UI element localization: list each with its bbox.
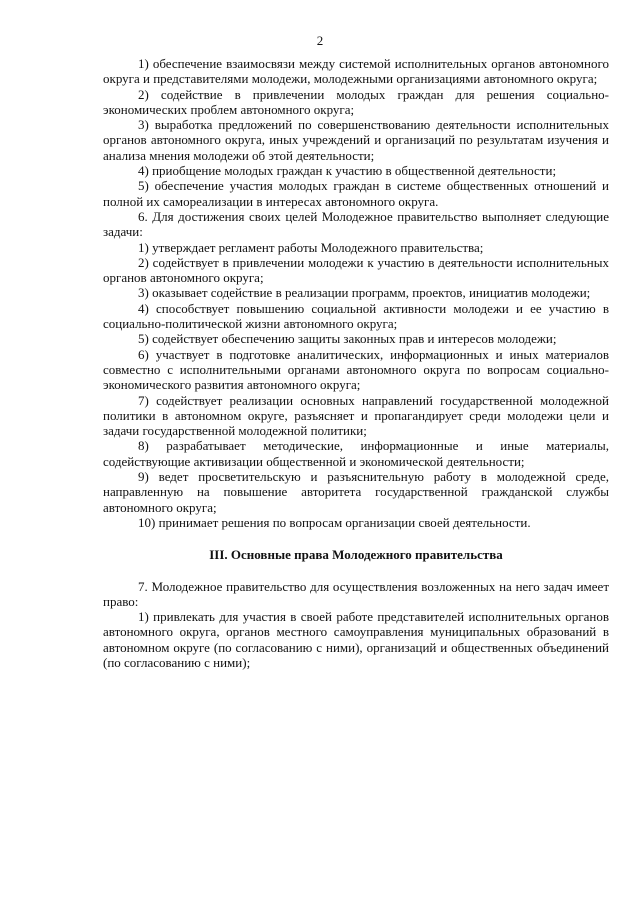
document-body — [103, 56, 609, 670]
paragraph-goal-4: 4) приобщение молодых граждан к участию в общественной деятельности; — [138, 163, 557, 179]
paragraph-goal-1: 1) обеспечение взаимосвязи между системой исполнительных органов автономного округа и представителями молодежи, молодежными организациями автономного округа; — [103, 56, 609, 87]
paragraph-task-4: 4) способствует повышению социальной активности молодежи и ее участию в социально-политической жизни автономного округа; — [103, 300, 609, 332]
paragraph-task-10: 10) принимает решения по вопросам организации своей деятельности. — [138, 514, 531, 530]
paragraph-task-3: 3) оказывает содействие в реализации программ, проектов, инициатив молодежи; — [138, 285, 591, 301]
paragraph-task-8: 8) разрабатывает методические, информационные и иные материалы, содействующие активизации общественной и экономической деятельности; — [103, 438, 609, 469]
paragraph-goal-2: 2) содействие в привлечении молодых граждан для решения социально-экономических проблем автономного округа; — [103, 86, 609, 117]
paragraph-task-2: 2) содействует в привлечении молодежи к участию в деятельности исполнительных органов автономного округа; — [103, 254, 609, 286]
paragraph-task-7: 7) содействует реализации основных направлений государственной молодежной политики в автономном округе, разъясняет и пропагандирует среди молодежи цели и задачи государственной молодежной политики; — [103, 392, 609, 439]
paragraph-clause-6: 6. Для достижения своих целей Молодежное правительство выполняет следующие задачи: — [103, 208, 609, 240]
paragraph-task-6: 6) участвует в подготовке аналитических, информационных и иных материалов совместно с исполнительными органами автономного округа по вопросам социально-экономического развития автономного округа; — [103, 346, 609, 393]
paragraph-right-1: 1) привлекать для участия в своей работе представителей исполнительных органов автономного округа, органов местного самоуправления муниципальных образований в автономном округе (по согласованию с ними), организаций и общественных объединений (по согласованию с ними); — [103, 609, 609, 670]
section-heading: III. Основные права Молодежного правительства — [209, 547, 503, 563]
paragraph-task-5: 5) содействует обеспечению защиты законных прав и интересов молодежи; — [138, 331, 557, 347]
paragraph-goal-5: 5) обеспечение участия молодых граждан в системе общественных отношений и полной их самореализации в интересах автономного округа. — [103, 178, 609, 209]
paragraph-goal-3: 3) выработка предложений по совершенствованию деятельности исполнительных органов автономного округа, иных учреждений и организаций по результатам изучения и анализа мнения молодежи об этой деятельности; — [103, 117, 609, 163]
paragraph-task-9: 9) ведет просветительскую и разъяснительную работу в молодежной среде, направленную на повышение авторитета государственной гражданской службы автономного округа; — [103, 469, 609, 515]
paragraph-task-1: 1) утверждает регламент работы Молодежного правительства; — [138, 239, 484, 255]
page-number: 2 — [316, 33, 324, 48]
paragraph-clause-7: 7. Молодежное правительство для осуществления возложенных на него задач имеет право: — [103, 578, 609, 609]
